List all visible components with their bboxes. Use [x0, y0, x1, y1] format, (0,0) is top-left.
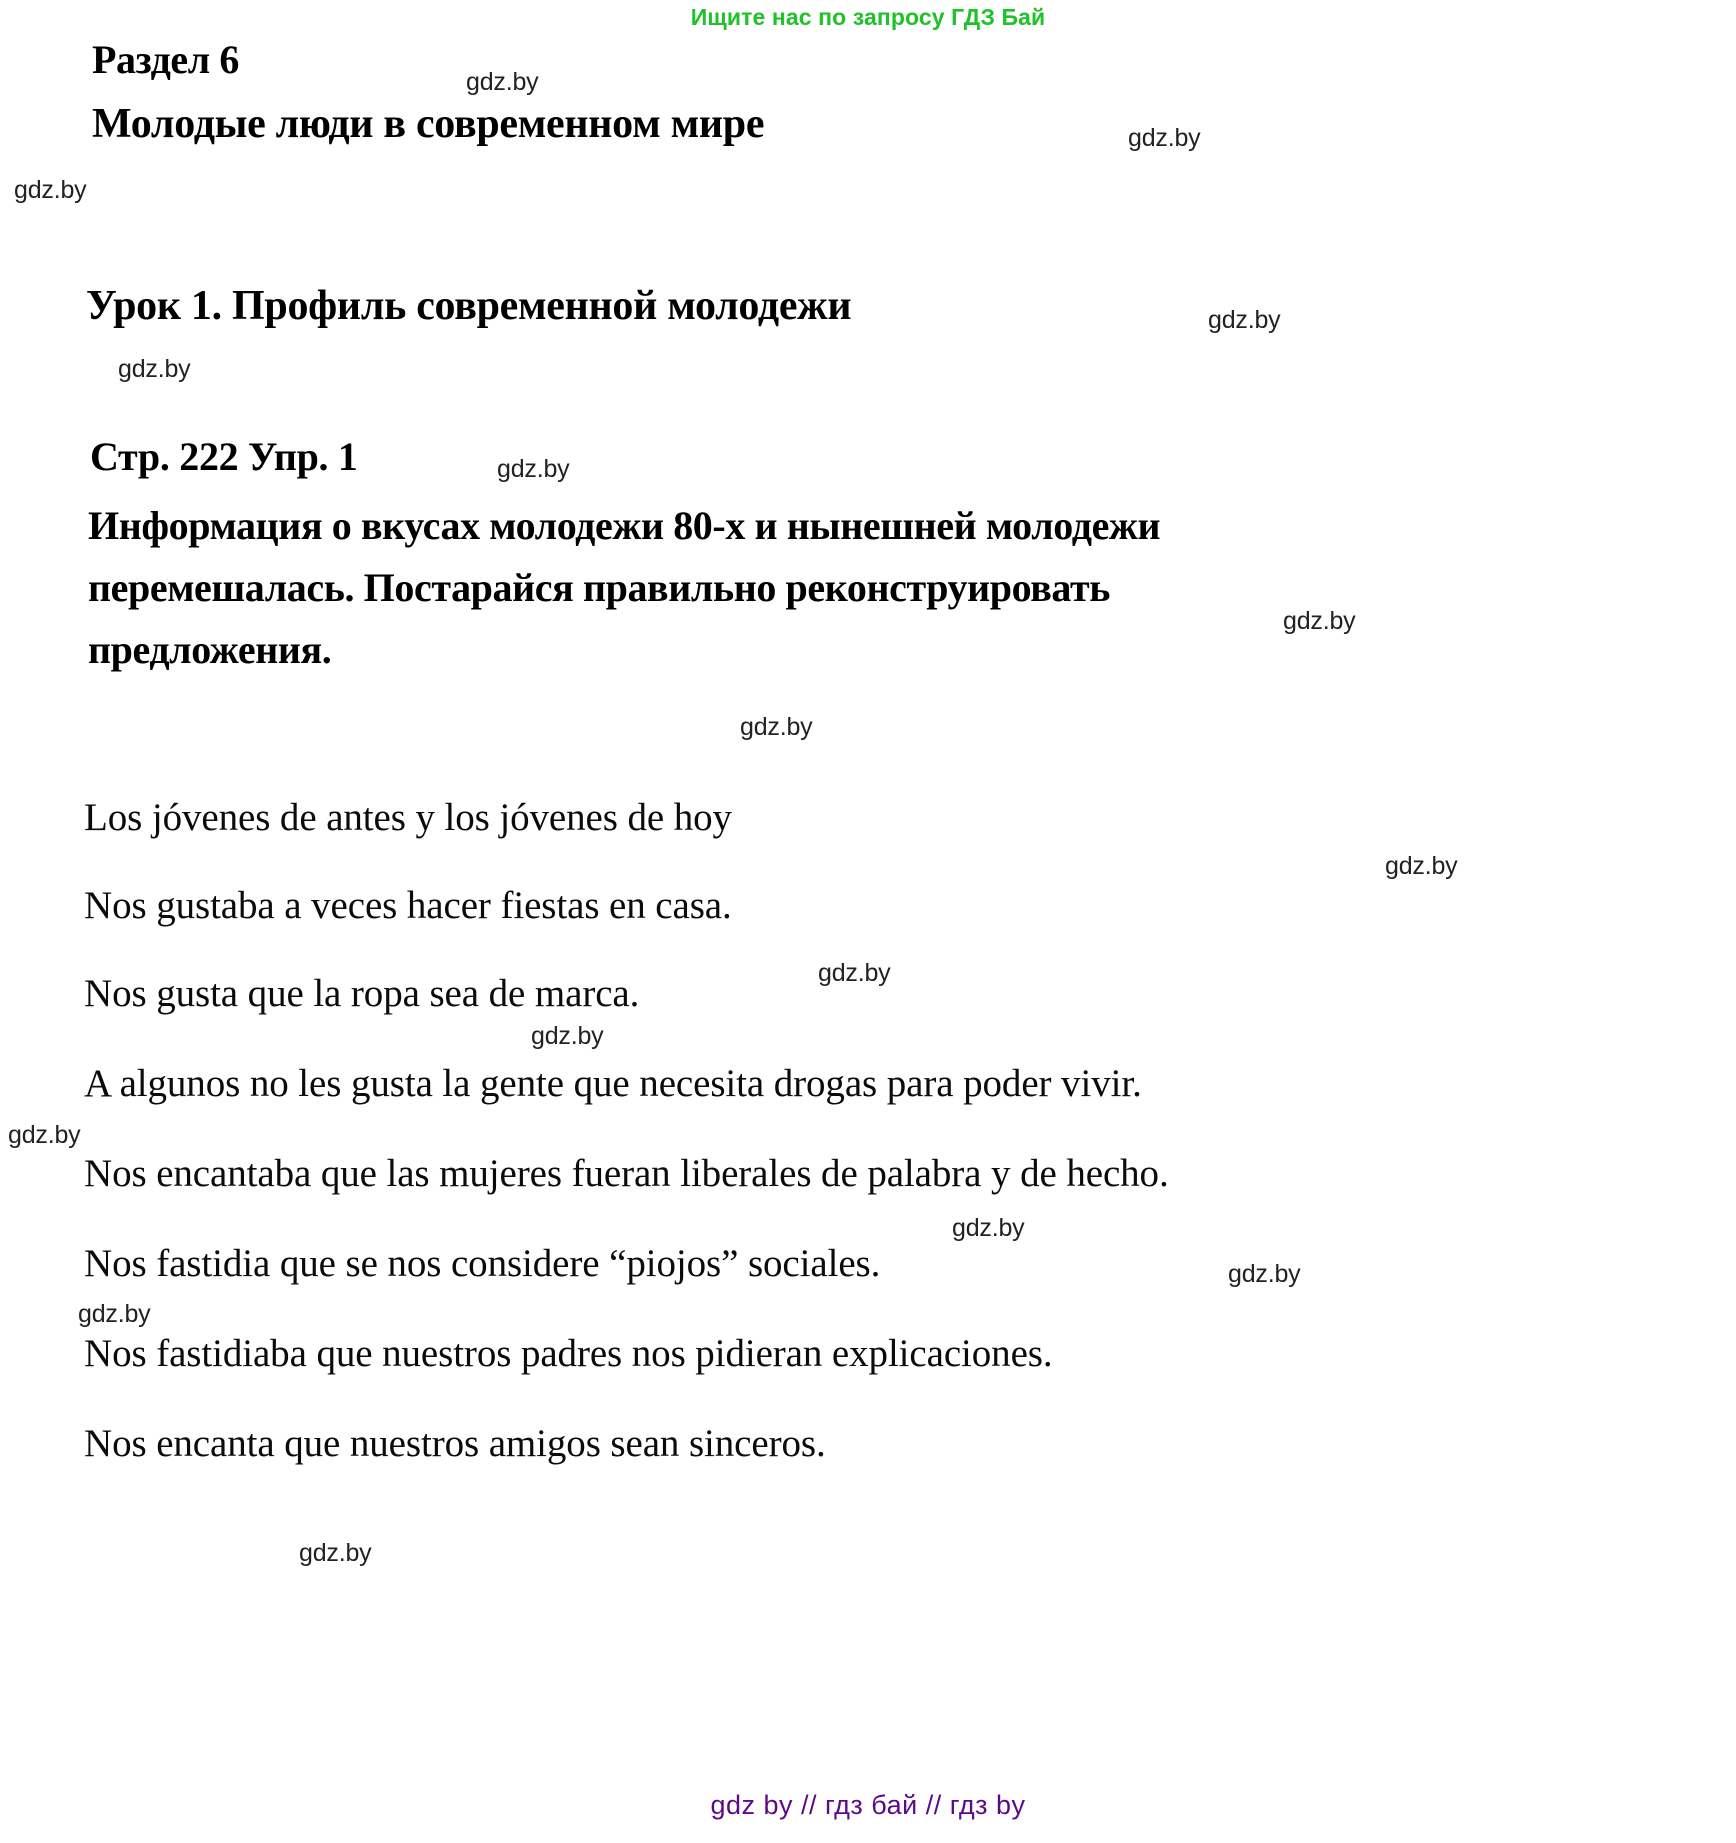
promo-banner: Ищите нас по запросу ГДЗ Бай [690, 4, 1046, 30]
answer-sentence: Nos encanta que nuestros amigos sean sinceros. [84, 1422, 826, 1465]
footer-links: gdz by // гдз бай // гдз by [710, 1790, 1026, 1820]
watermark: gdz.by [1385, 852, 1458, 880]
watermark: gdz.by [8, 1121, 81, 1149]
task-instruction-line: предложения. [88, 627, 332, 672]
watermark: gdz.by [118, 355, 191, 383]
answer-sentence: Nos gusta que la ropa sea de marca. [84, 972, 640, 1015]
answer-sentence-list [84, 795, 1724, 1467]
watermark: gdz.by [818, 959, 891, 987]
watermark: gdz.by [299, 1539, 372, 1567]
watermark: gdz.by [1283, 607, 1356, 635]
answer-sentence: Nos fastidia que se nos considere “piojos” sociales. [84, 1242, 881, 1285]
watermark: gdz.by [1208, 306, 1281, 334]
answer-sentence: Nos fastidiaba que nuestros padres nos pidieran explicaciones. [84, 1332, 1053, 1375]
lesson-title: Урок 1. Профиль современной молодежи [86, 283, 852, 329]
answer-sentence: Nos encantaba que las mujeres fueran liberales de palabra y de hecho. [84, 1152, 1169, 1195]
watermark: gdz.by [1228, 1260, 1301, 1288]
watermark: gdz.by [740, 713, 813, 741]
watermark: gdz.by [952, 1214, 1025, 1242]
watermark: gdz.by [1128, 124, 1201, 152]
watermark: gdz.by [78, 1300, 151, 1328]
task-instruction-line: Информация о вкусах молодежи 80-х и нынешней молодежи [88, 503, 1161, 548]
task-instruction [88, 495, 1508, 681]
watermark: gdz.by [14, 176, 87, 204]
section-label: Раздел 6 [92, 37, 240, 82]
watermark: gdz.by [531, 1022, 604, 1050]
watermark: gdz.by [497, 455, 570, 483]
watermark: gdz.by [466, 68, 539, 96]
answer-sentence: A algunos no les gusta la gente que necesita drogas para poder vivir. [84, 1062, 1142, 1105]
section-title: Молодые люди в современном мире [92, 101, 765, 147]
exercise-reference: Стр. 222 Упр. 1 [90, 434, 358, 479]
task-instruction-line: перемешалась. Постарайся правильно реконструировать [88, 565, 1110, 610]
answer-sentence: Los jóvenes de antes y los jóvenes de hoy [84, 796, 732, 839]
answer-sentence: Nos gustaba a veces hacer fiestas en casa. [84, 884, 732, 927]
